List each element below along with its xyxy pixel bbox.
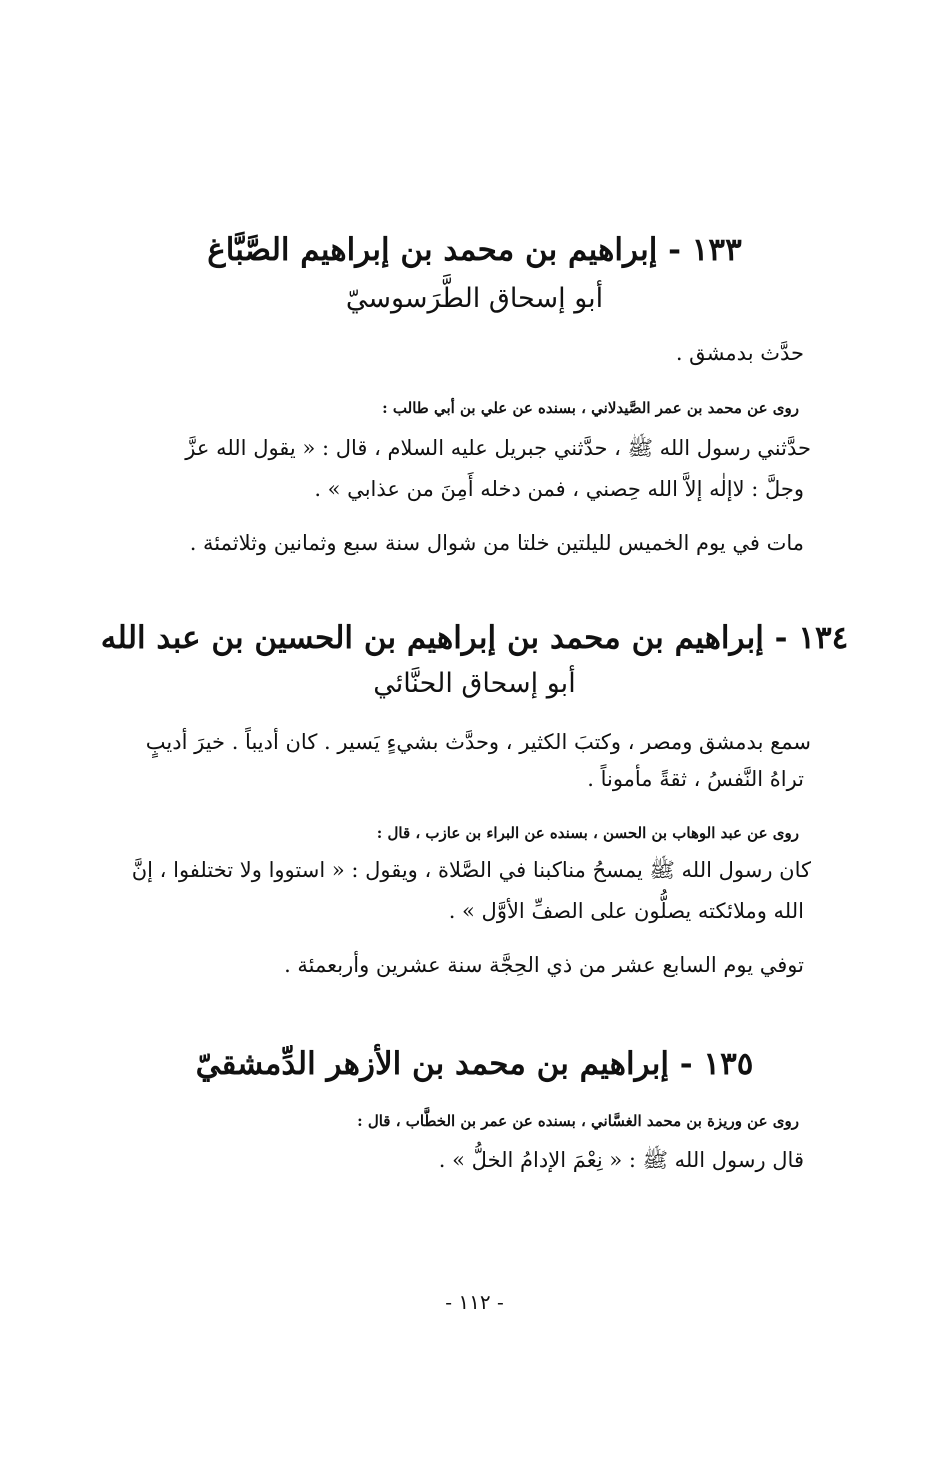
entry-133-title: ١٣٣ - إبراهيم بن محمد بن إبراهيم الصَّبَّاغ bbox=[207, 232, 742, 268]
entry-135-title: ١٣٥ - إبراهيم بن محمد بن الأزهر الدِّمشقيّ bbox=[195, 1046, 754, 1082]
entry-133-death: مات في يوم الخميس لليلتين خلتا من شوال سنة سبع وثمانين وثلاثمئة . bbox=[189, 531, 804, 555]
entry-133-hadith-line-2: وجلَّ : لاإلٰه إلاَّ الله حِصني ، فمن دخله أَمِنَ من عذابي » . bbox=[314, 477, 804, 501]
entry-133-isnad: روى عن محمد بن عمر الصَّيدلاني ، بسنده عن علي بن أبي طالب : bbox=[382, 399, 799, 417]
entry-135-isnad: روى عن وريزة بن محمد الغسَّاني ، بسنده عن عمر بن الخطَّاب ، قال : bbox=[357, 1112, 799, 1130]
entry-133-hadith-line-1: حدَّثني رسول الله ﷺ ، حدَّثني جبريل عليه السلام ، قال : « يقول الله عزَّ bbox=[185, 436, 811, 460]
entry-134-hadith-line-1: كان رسول الله ﷺ يمسحُ مناكبنا في الصَّلاة ، ويقول : « استووا ولا تختلفوا ، إنَّ bbox=[131, 858, 811, 882]
entry-134-death: توفي يوم السابع عشر من ذي الحِجَّة سنة عشرين وأربعمئة . bbox=[284, 953, 804, 977]
entry-133-subtitle: أبو إسحاق الطَّرَسوسيّ bbox=[345, 283, 604, 314]
entry-134-line-1: سمع بدمشق ومصر ، وكتبَ الكثير ، وحدَّث بشيءٍ يَسير . كان أديباً . خيرَ أديبٍ bbox=[145, 730, 811, 754]
entry-134-line-2: تراهُ النَّفسُ ، ثقةً مأموناً . bbox=[587, 767, 804, 791]
entry-134-hadith-line-2: الله وملائكته يصلُّون على الصفِّ الأوَّل » . bbox=[448, 899, 804, 923]
entry-135-hadith: قال رسول الله ﷺ : « نِعْمَ الإدامُ الخلُّ » . bbox=[438, 1148, 804, 1172]
entry-134-subtitle: أبو إسحاق الحنَّائي bbox=[373, 668, 576, 699]
entry-134-isnad: روى عن عبد الوهاب بن الحسن ، بسنده عن البراء بن عازب ، قال : bbox=[376, 824, 799, 842]
page-number: - ١١٢ - bbox=[445, 1290, 504, 1314]
entry-134-title: ١٣٤ - إبراهيم بن محمد بن إبراهيم بن الحسين بن عبد الله bbox=[100, 620, 849, 656]
entry-133-line-1: حدَّث بدمشق . bbox=[675, 341, 804, 365]
